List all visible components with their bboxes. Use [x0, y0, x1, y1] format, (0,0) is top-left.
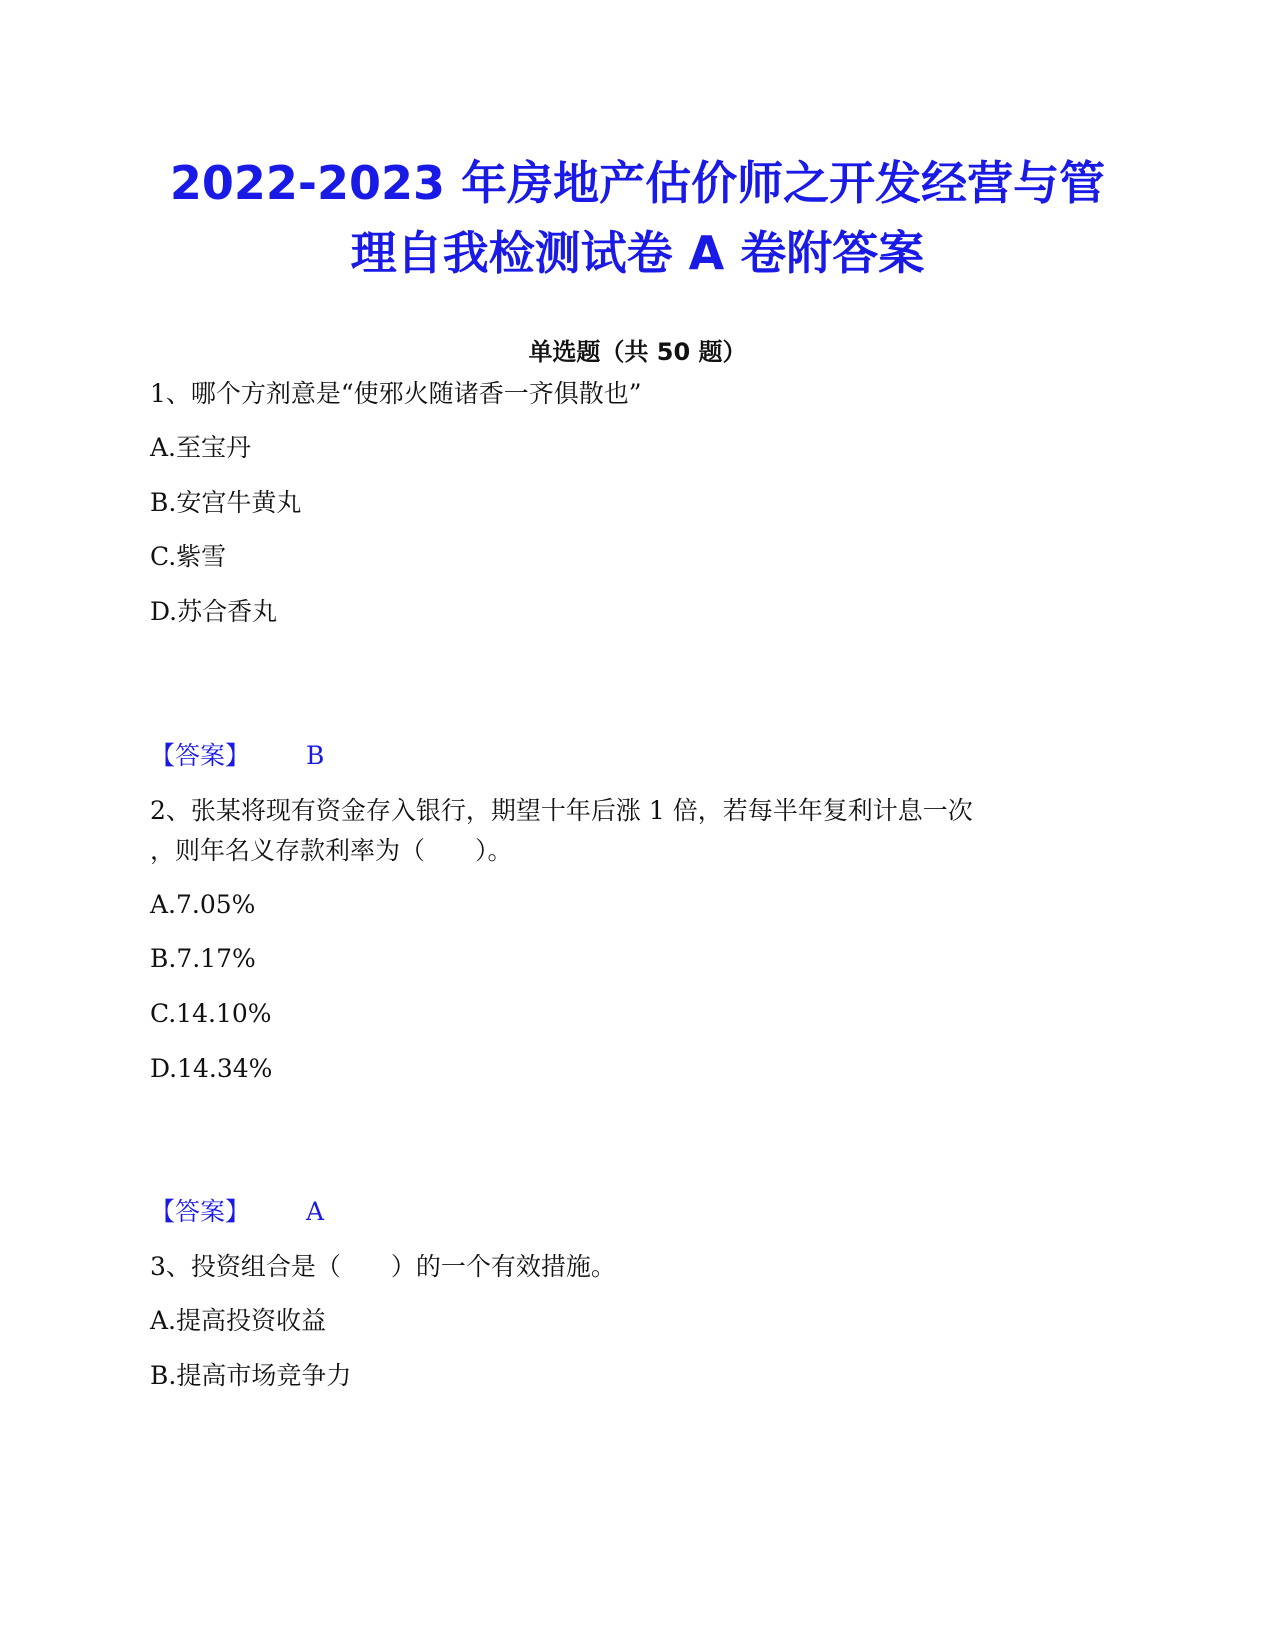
question-2-option-b: B.7.17% [150, 944, 256, 973]
answer-label: 【答案】 [150, 1197, 251, 1226]
document-title-line-1: 2022-2023 年房地产估价师之开发经营与管 [169, 156, 1106, 210]
question-2-stem-line-1: 2、张某将现有资金存入银行，期望十年后涨 1 倍，若每半年复利计息一次 [150, 796, 973, 825]
question-1-option-c: C.紫雪 [150, 542, 227, 571]
question-1-option-b: B.安宫牛黄丸 [150, 488, 302, 517]
question-2-answer [150, 1194, 325, 1230]
answer-value: B [306, 741, 325, 770]
question-1-answer [150, 738, 325, 774]
answer-label: 【答案】 [150, 741, 251, 770]
question-3-option-a: A.提高投资收益 [150, 1306, 327, 1335]
question-3-option-b: B.提高市场竞争力 [150, 1361, 352, 1390]
section-heading: 单选题（共 50 题） [528, 338, 747, 366]
document-title-line-2: 理自我检测试卷 A 卷附答案 [350, 226, 925, 280]
question-2-option-d: D.14.34% [150, 1054, 273, 1083]
answer-value: A [306, 1197, 325, 1226]
question-1-option-a: A.至宝丹 [150, 433, 252, 462]
question-1-option-d: D.苏合香丸 [150, 597, 278, 626]
question-2-option-a: A.7.05% [150, 890, 256, 919]
question-2-option-c: C.14.10% [150, 999, 272, 1028]
question-3-stem: 3、投资组合是（ ）的一个有效措施。 [150, 1252, 616, 1281]
question-2-stem-line-2: ，则年名义存款利率为（ ）。 [150, 836, 513, 865]
question-1-stem: 1、哪个方剂意是“使邪火随诸香一齐俱散也” [150, 379, 642, 408]
